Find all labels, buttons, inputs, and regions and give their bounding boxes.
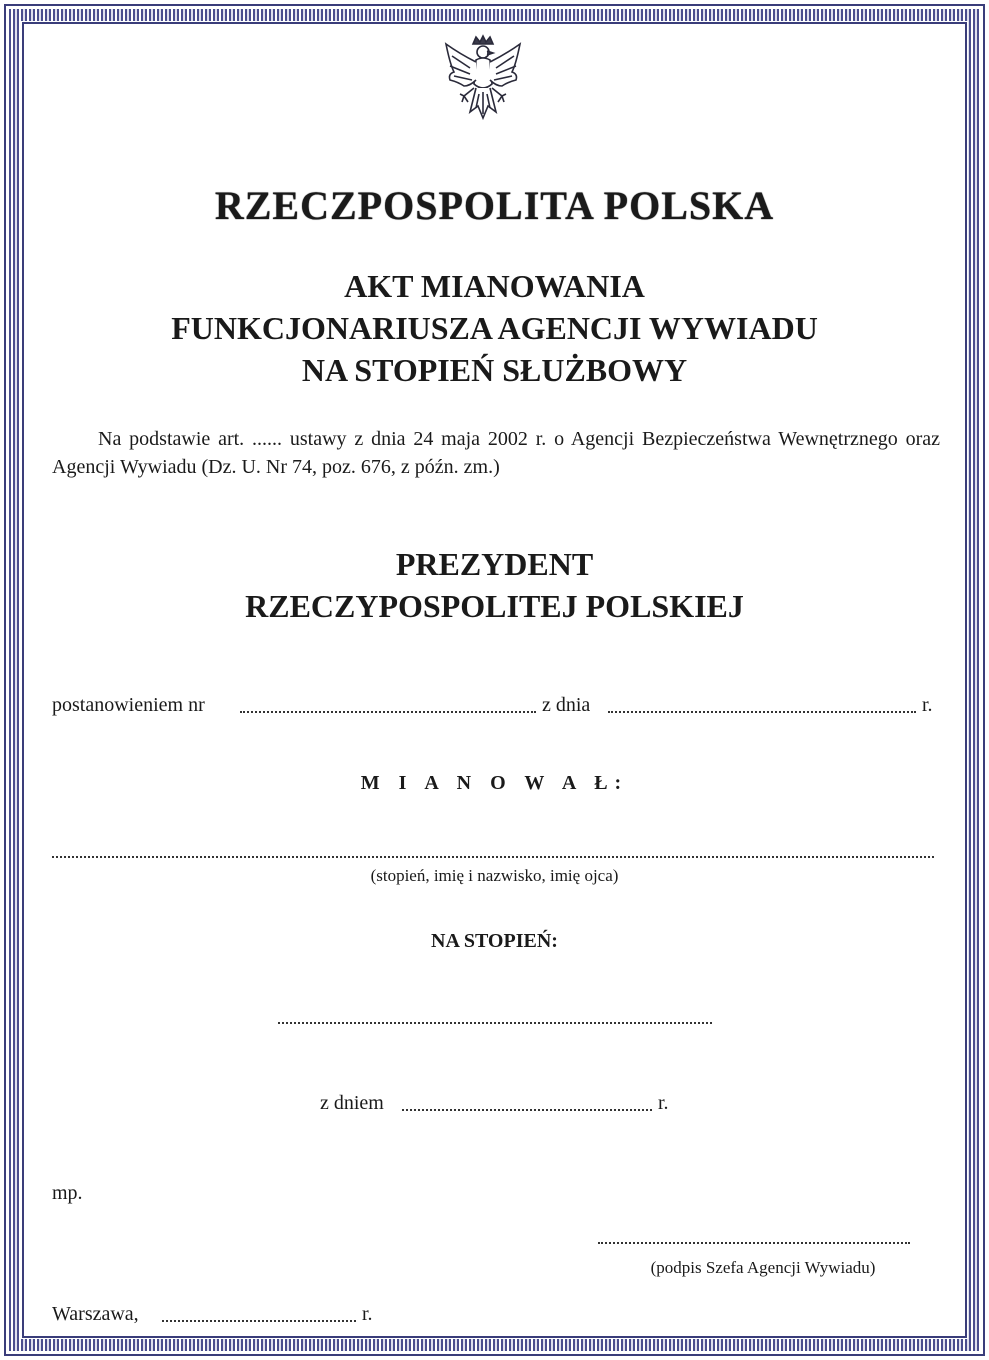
act-title-line: FUNKCJONARIUSZA AGENCJI WYWIADU <box>171 310 818 346</box>
decision-number-field[interactable] <box>240 707 536 713</box>
rank-field[interactable] <box>278 1018 712 1024</box>
act-title-line: NA STOPIEŃ SŁUŻBOWY <box>301 352 688 388</box>
decision-suffix: r. <box>922 694 933 716</box>
act-title <box>0 265 989 391</box>
appointed-heading: M I A N O W A Ł: <box>360 772 629 794</box>
effective-date-line <box>320 1092 680 1120</box>
effective-date-suffix: r. <box>658 1092 669 1114</box>
issuer-title <box>0 543 989 627</box>
issuer-line: PREZYDENT <box>395 546 594 582</box>
decision-line <box>52 694 937 722</box>
legal-basis-text: Na podstawie art. ...... ustawy z dnia 24 maja 2002 r. o Agencji Bezpieczeństwa Wewnętrznego oraz Agencji Wywiadu (Dz. U. Nr 74, poz. 676, z późn. zm.) <box>52 428 940 478</box>
signature-field[interactable] <box>598 1238 910 1244</box>
decision-prefix: postanowieniem nr <box>52 694 205 716</box>
appointee-field[interactable] <box>52 852 934 858</box>
legal-basis-paragraph <box>52 425 940 481</box>
place-suffix: r. <box>362 1303 373 1325</box>
effective-date-prefix: z dniem <box>320 1092 384 1114</box>
place-date-line <box>52 1303 392 1331</box>
place-date-field[interactable] <box>162 1316 356 1322</box>
country-title: RZECZPOSPOLITA POLSKA <box>214 183 775 228</box>
signature-caption: (podpis Szefa Agencji Wywiadu) <box>650 1258 876 1277</box>
issuer-line: RZECZYPOSPOLITEJ POLSKIEJ <box>245 588 744 624</box>
effective-date-field[interactable] <box>402 1105 652 1111</box>
act-title-line: AKT MIANOWANIA <box>344 268 645 304</box>
decision-date-field[interactable] <box>608 707 916 713</box>
place-prefix: Warszawa, <box>52 1303 139 1325</box>
rank-heading: NA STOPIEŃ: <box>431 930 558 952</box>
eagle-emblem-icon <box>440 34 526 130</box>
appointee-caption: (stopień, imię i nazwisko, imię ojca) <box>370 866 619 885</box>
seal-label: mp. <box>52 1182 83 1204</box>
decision-date-label: z dnia <box>542 694 591 716</box>
